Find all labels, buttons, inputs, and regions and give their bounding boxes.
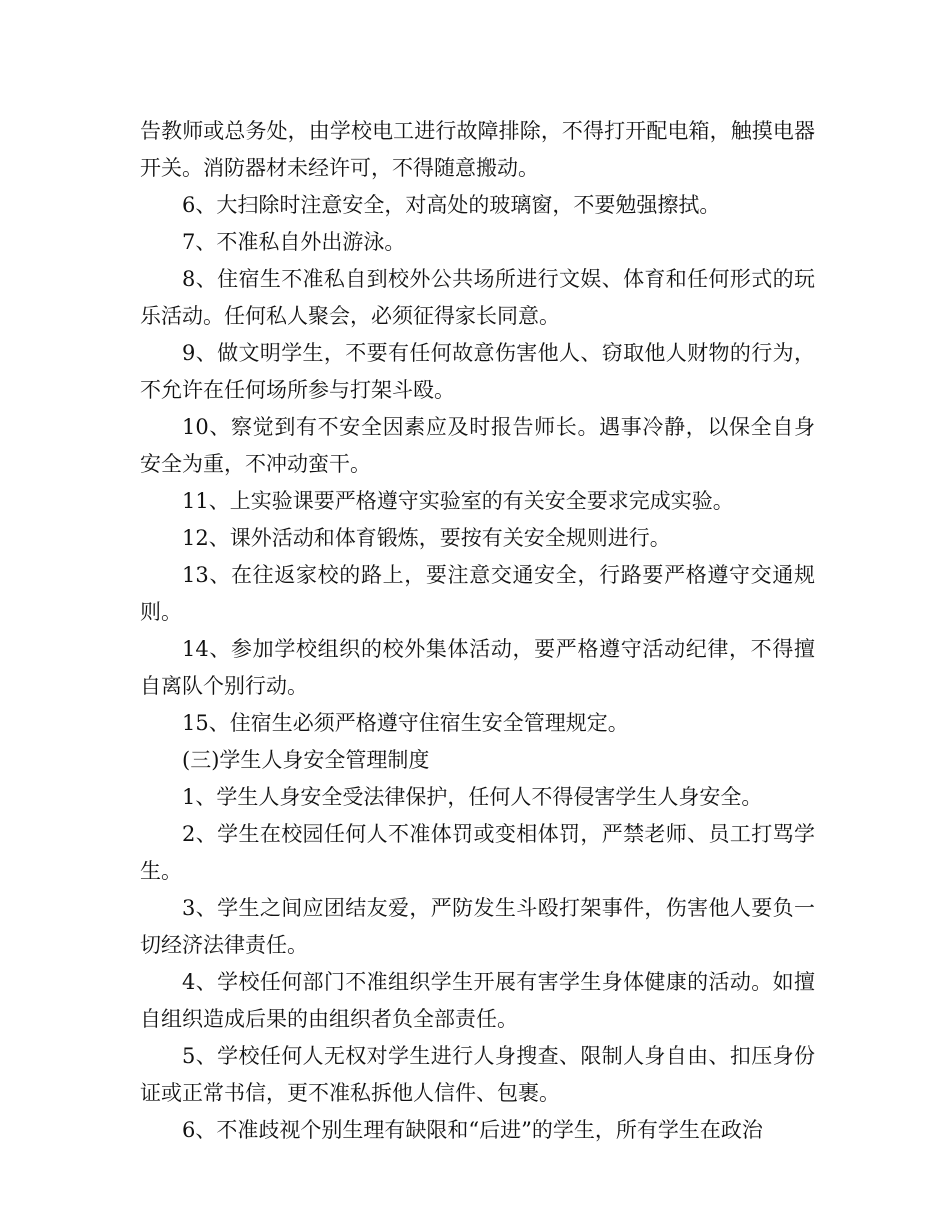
paragraph-safety-5: 5、学校任何人无权对学生进行人身搜查、限制人身自由、扣压身份证或正常书信，更不准私拆他人信件、包裹。 (140, 1044, 815, 1105)
paragraph-rule-11-lab: 11、上实验课要严格遵守实验室的有关安全要求完成实验。 (182, 489, 734, 513)
paragraph-rule-15-dorm: 15、住宿生必须严格遵守住宿生安全管理规定。 (182, 711, 629, 735)
paragraph-rule-6-cleaning: 6、大扫除时注意安全，对高处的玻璃窗，不要勉强擦拭。 (182, 193, 721, 217)
section-heading: (三)学生人身安全管理制度 (182, 748, 430, 772)
paragraph-continuation: 告教师或总务处，由学校电工进行故障排除，不得打开配电箱，触摸电器开关。消防器材未经许可，不得随意搬动。 (140, 119, 815, 180)
paragraph-rule-12-activities: 12、课外活动和体育锻炼，要按有关安全规则进行。 (182, 526, 671, 550)
paragraph-safety-3: 3、学生之间应团结友爱，严防发生斗殴打架事件，伤害他人要负一切经济法律责任。 (140, 896, 815, 957)
paragraph-rule-13-traffic: 13、在往返家校的路上，要注意交通安全，行路要严格遵守交通规则。 (140, 563, 815, 624)
paragraph-safety-2: 2、学生在校园任何人不准体罚或变相体罚，严禁老师、员工打骂学生。 (140, 822, 815, 883)
paragraph-rule-14-outings: 14、参加学校组织的校外集体活动，要严格遵守活动纪律，不得擅自离队个别行动。 (140, 637, 815, 698)
paragraph-safety-4: 4、学校任何部门不准组织学生开展有害学生身体健康的活动。如擅自组织造成后果的由组织者负全部责任。 (140, 970, 815, 1031)
paragraph-safety-6: 6、不准歧视个别生理有缺限和“后进”的学生，所有学生在政治 (182, 1118, 763, 1142)
paragraph-rule-9-civility: 9、做文明学生，不要有任何故意伤害他人、窃取他人财物的行为，不允许在任何场所参与打架斗殴。 (140, 341, 815, 402)
paragraph-safety-1: 1、学生人身安全受法律保护，任何人不得侵害学生人身安全。 (182, 785, 763, 809)
paragraph-rule-8-boarders: 8、住宿生不准私自到校外公共场所进行文娱、体育和任何形式的玩乐活动。任何私人聚会，必须征得家长同意。 (140, 267, 815, 328)
document-page (140, 113, 815, 1149)
paragraph-rule-7-swimming: 7、不准私自外出游泳。 (182, 230, 406, 254)
paragraph-rule-10-report: 10、察觉到有不安全因素应及时报告师长。遇事冷静，以保全自身安全为重，不冲动蛮干。 (140, 415, 815, 476)
